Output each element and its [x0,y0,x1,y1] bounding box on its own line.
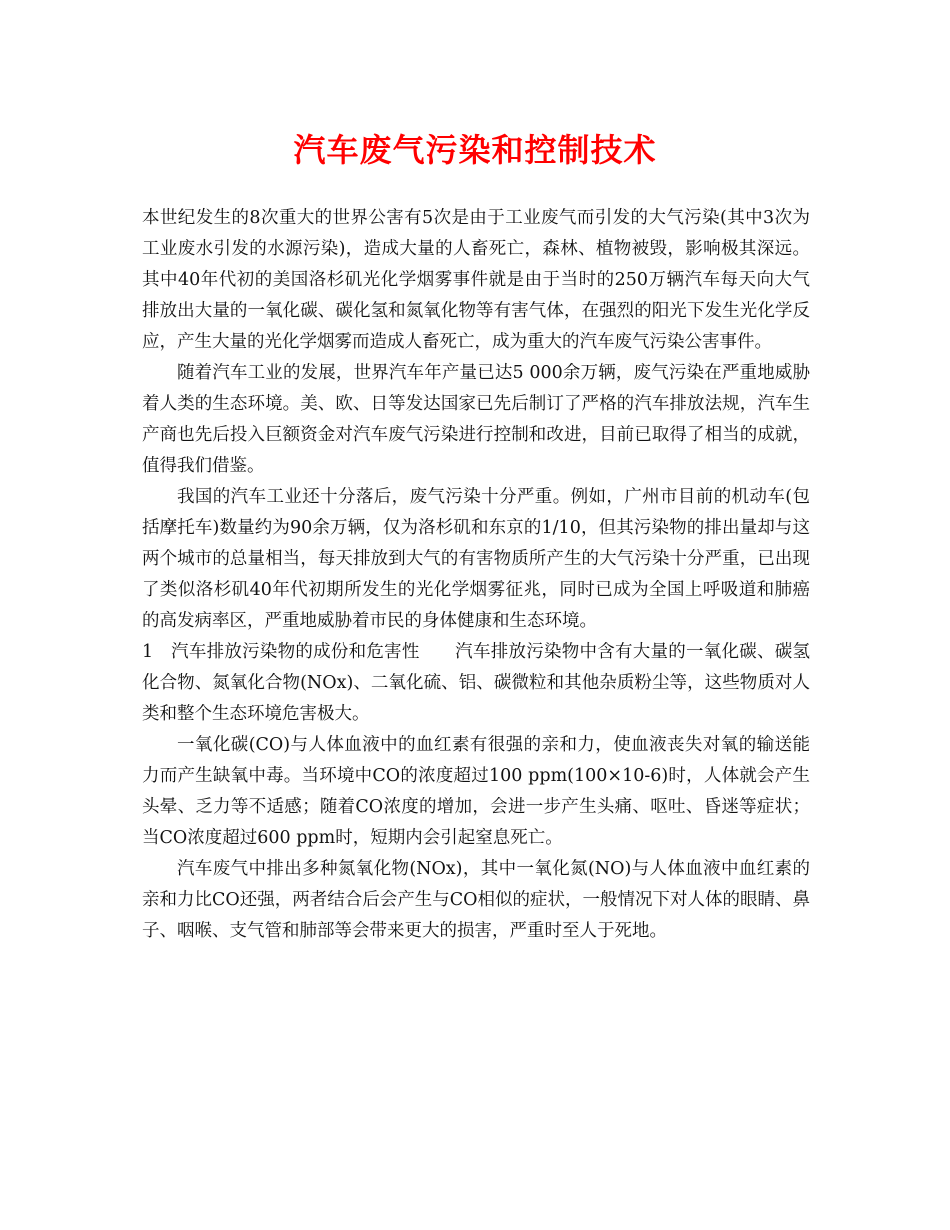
document-body [142,203,810,947]
paragraph-section-1: 1 汽车排放污染物的成份和危害性 汽车排放污染物中含有大量的一氧化碳、碳氢化合物、氮氧化合物(NOx)、二氧化硫、铝、碳微粒和其他杂质粉尘等，这些物质对人类和整个生态环境危害极大。 [142,642,810,724]
document-title: 汽车废气污染和控制技术 [293,131,657,169]
paragraph-carbon-monoxide: 一氧化碳(CO)与人体血液中的血红素有很强的亲和力，使血液丧失对氧的输送能力而产生缺氧中毒。当环境中CO的浓度超过100 ppm(100×10-6)时，人体就会产生头晕、乏力等不适感；随着CO浓度的增加，会进一步产生头痛、呕吐、昏迷等症状；当CO浓度超过600 ppm时，短期内会引起窒息死亡。 [142,735,810,848]
paragraph-intro: 本世纪发生的8次重大的世界公害有5次是由于工业废气而引发的大气污染(其中3次为工业废水引发的水源污染)，造成大量的人畜死亡，森林、植物被毁，影响极其深远。其中40年代初的美国洛杉矶光化学烟雾事件就是由于当时的250万辆汽车每天向大气排放出大量的一氧化碳、碳化氢和氮氧化物等有害气体，在强烈的阳光下发生光化学反应，产生大量的光化学烟雾而造成人畜死亡，成为重大的汽车废气污染公害事件。 [142,208,810,352]
paragraph-nitrogen-oxides: 汽车废气中排出多种氮氧化物(NOx)，其中一氧化氮(NO)与人体血液中血红素的亲和力比CO还强，两者结合后会产生与CO相似的症状，一般情况下对人体的眼睛、鼻子、咽喉、支气管和肺部等会带来更大的损害，严重时至人于死地。 [142,859,810,941]
paragraph-china-situation: 我国的汽车工业还十分落后，废气污染十分严重。例如，广州市目前的机动车(包括摩托车)数量约为90余万辆，仅为洛杉矶和东京的1/10，但其污染物的排出量却与这两个城市的总量相当，每天排放到大气的有害物质所产生的大气污染十分严重，已出现了类似洛杉矶40年代初期所发生的光化学烟雾征兆，同时已成为全国上呼吸道和肺癌的高发病率区，严重地威胁着市民的身体健康和生态环境。 [142,487,810,631]
paragraph-industry-development: 随着汽车工业的发展，世界汽车年产量已达5 000余万辆，废气污染在严重地威胁着人类的生态环境。美、欧、日等发达国家已先后制订了严格的汽车排放法规，汽车生产商也先后投入巨额资金对汽车废气污染进行控制和改进，目前已取得了相当的成就，值得我们借鉴。 [142,363,810,476]
